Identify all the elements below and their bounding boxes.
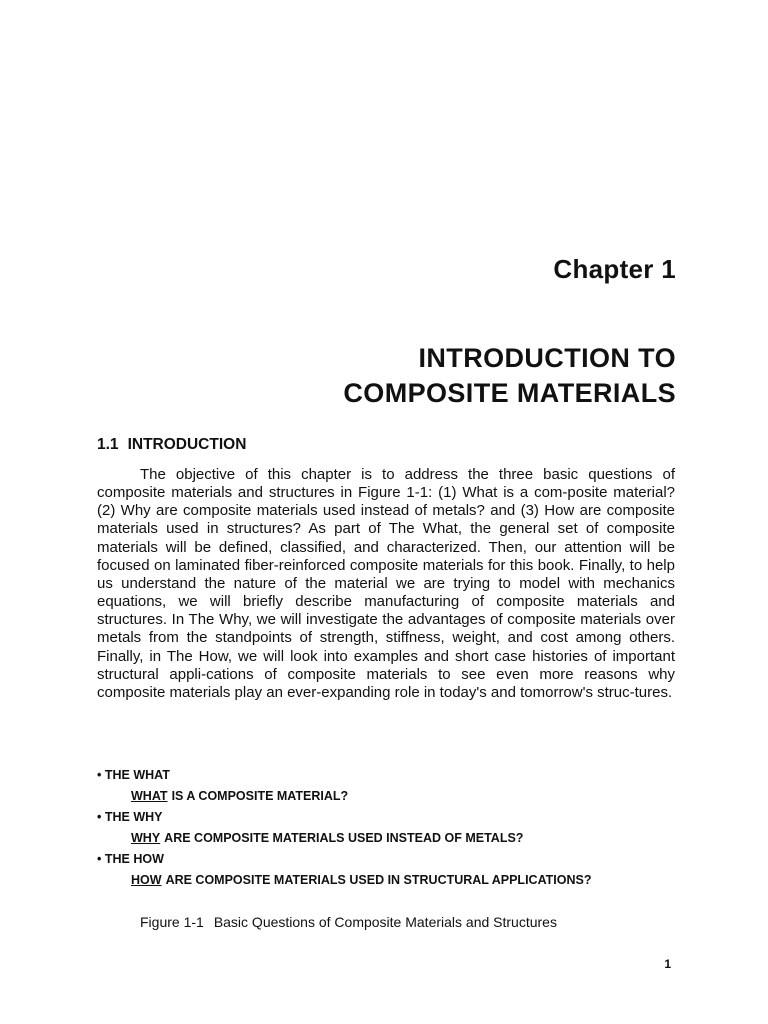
chapter-label: Chapter 1: [553, 254, 676, 284]
figure-caption-text: Basic Questions of Composite Materials and Structures: [213, 914, 557, 930]
question-line: [131, 870, 697, 891]
question-text: IS A COMPOSITE MATERIAL?: [171, 789, 349, 803]
question-keyword: WHY: [131, 831, 161, 845]
figure-questions-list: [97, 765, 697, 891]
question-text: ARE COMPOSITE MATERIALS USED IN STRUCTURAL APPLICATIONS?: [165, 873, 592, 887]
figure-caption: [140, 914, 557, 930]
section-heading: [97, 436, 246, 454]
question-keyword: WHAT: [131, 789, 168, 803]
question-line: [131, 828, 697, 849]
chapter-title: [343, 341, 676, 411]
section-title: INTRODUCTION: [127, 436, 247, 453]
question-text: ARE COMPOSITE MATERIALS USED INSTEAD OF METALS?: [164, 831, 524, 845]
chapter-title-line: INTRODUCTION TO: [418, 343, 676, 373]
list-item: [97, 765, 697, 807]
question-heading: • THE HOW: [97, 852, 164, 866]
page-number: 1: [664, 957, 671, 971]
section-number: 1.1: [97, 436, 119, 453]
list-item: [97, 849, 697, 891]
question-line: [131, 786, 697, 807]
question-heading: • THE WHAT: [97, 768, 170, 782]
question-keyword: HOW: [131, 873, 162, 887]
figure-number: Figure 1-1: [140, 914, 204, 930]
list-item: [97, 807, 697, 849]
intro-paragraph: The objective of this chapter is to address the three basic questions of composite materials and structures in Figure 1-1: (1) What is a com-posite material? (2) Why are composite materials used instead of metals? and (3) How are composite materials used in structures? As part of The What, the general set of composite materials will be defined, classified, and characterized. Then, our attention will be focused on laminated fiber-reinforced composite materials for this book. Finally, to help us understand the nature of the material we are trying to model with mechanics equations, we will briefly describe manufacturing of composite materials and structures. In The Why, we will investigate the advantages of composite materials over metals from the standpoints of strength, stiffness, weight, and cost among others. Finally, in The How, we will look into examples and short case histories of important structural appli-cations of composite materials to see even more reasons why composite materials play an ever-expanding role in today's and tomorrow's struc-tures.: [97, 466, 675, 701]
chapter-title-line: COMPOSITE MATERIALS: [343, 378, 676, 408]
question-heading: • THE WHY: [97, 810, 163, 824]
